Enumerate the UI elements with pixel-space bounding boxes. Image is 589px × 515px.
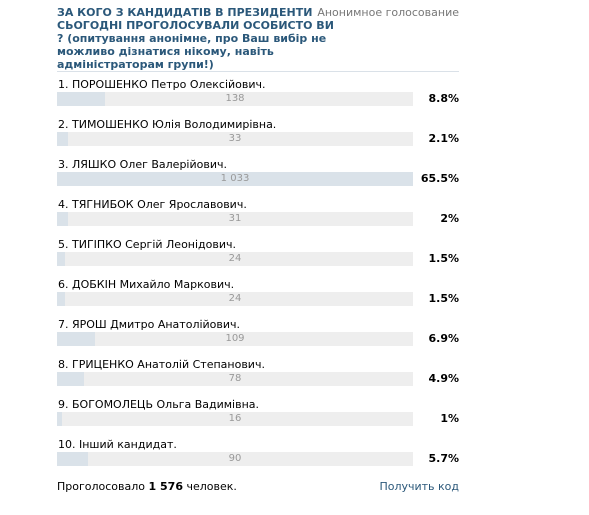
option-label: 5. ТИГІПКО Сергій Леонідович.: [58, 238, 237, 251]
poll-header: [57, 6, 459, 71]
option-percent: 1.5%: [428, 292, 459, 305]
poll-option: [57, 158, 459, 198]
option-label: 1. ПОРОШЕНКО Петро Олексійович.: [58, 78, 266, 91]
divider: [57, 71, 459, 72]
total-suffix: человек.: [186, 480, 237, 493]
option-vote-count: 1 033: [220, 173, 250, 184]
option-bar: [57, 332, 413, 346]
option-percent: 1.5%: [428, 252, 459, 265]
option-bar: [57, 172, 413, 186]
option-percent: 6.9%: [428, 332, 459, 345]
option-bar: [57, 452, 413, 466]
option-vote-count: 16: [228, 413, 242, 424]
option-bar: [57, 252, 413, 266]
option-percent: 2.1%: [428, 132, 459, 145]
poll-option: [57, 118, 459, 158]
poll-title: ЗА КОГО З КАНДИДАТІВ В ПРЕЗИДЕНТИ СЬОГОДНІ ПРОГОЛОСУВАЛИ ОСОБИСТО ВИ ? (опитування анонімне, про Ваш вибір не можливо дізнатися нікому, навіть адміністраторам групи!): [57, 6, 334, 71]
option-vote-count: 78: [228, 373, 242, 384]
poll-footer: [57, 480, 459, 500]
option-label: 8. ГРИЦЕНКО Анатолій Степанович.: [58, 358, 265, 371]
option-bar: [57, 412, 413, 426]
option-percent: 5.7%: [428, 452, 459, 465]
option-vote-count: 109: [225, 333, 245, 344]
option-vote-count: 24: [228, 253, 242, 264]
poll-option: [57, 358, 459, 398]
total-count: 1 576: [148, 480, 183, 493]
poll-option: [57, 238, 459, 278]
poll-option: [57, 278, 459, 318]
anonymous-label: Анонимное голосование: [317, 6, 459, 19]
poll-options: [57, 78, 459, 478]
option-label: 7. ЯРОШ Дмитро Анатолійович.: [58, 318, 241, 331]
option-percent: 8.8%: [428, 92, 459, 105]
option-bar: [57, 372, 413, 386]
option-vote-count: 33: [228, 133, 242, 144]
poll-widget: [57, 6, 459, 500]
poll-option: [57, 78, 459, 118]
poll-option: [57, 398, 459, 438]
option-vote-count: 31: [228, 213, 242, 224]
option-bar: [57, 212, 413, 226]
option-vote-count: 90: [228, 453, 242, 464]
get-code-link[interactable]: Получить код: [379, 480, 459, 493]
option-percent: 65.5%: [420, 172, 459, 185]
option-label: 9. БОГОМОЛЕЦЬ Ольга Вадимівна.: [58, 398, 260, 411]
option-label: 6. ДОБКІН Михайло Маркович.: [58, 278, 235, 291]
poll-option: [57, 438, 459, 478]
option-percent: 2%: [440, 212, 459, 225]
option-vote-count: 138: [225, 93, 245, 104]
option-vote-count: 24: [228, 293, 242, 304]
option-label: 3. ЛЯШКО Олег Валерійович.: [58, 158, 227, 171]
poll-option: [57, 318, 459, 358]
option-label: 4. ТЯГНИБОК Олег Ярославович.: [58, 198, 247, 211]
option-bar: [57, 132, 413, 146]
option-bar: [57, 92, 413, 106]
option-percent: 4.9%: [428, 372, 459, 385]
total-votes: [57, 480, 237, 493]
option-percent: 1%: [440, 412, 459, 425]
option-label: 2. ТИМОШЕНКО Юлія Володимирівна.: [58, 118, 277, 131]
option-bar: [57, 292, 413, 306]
total-prefix: Проголосовало: [57, 480, 146, 493]
poll-option: [57, 198, 459, 238]
option-label: 10. Інший кандидат.: [58, 438, 177, 451]
